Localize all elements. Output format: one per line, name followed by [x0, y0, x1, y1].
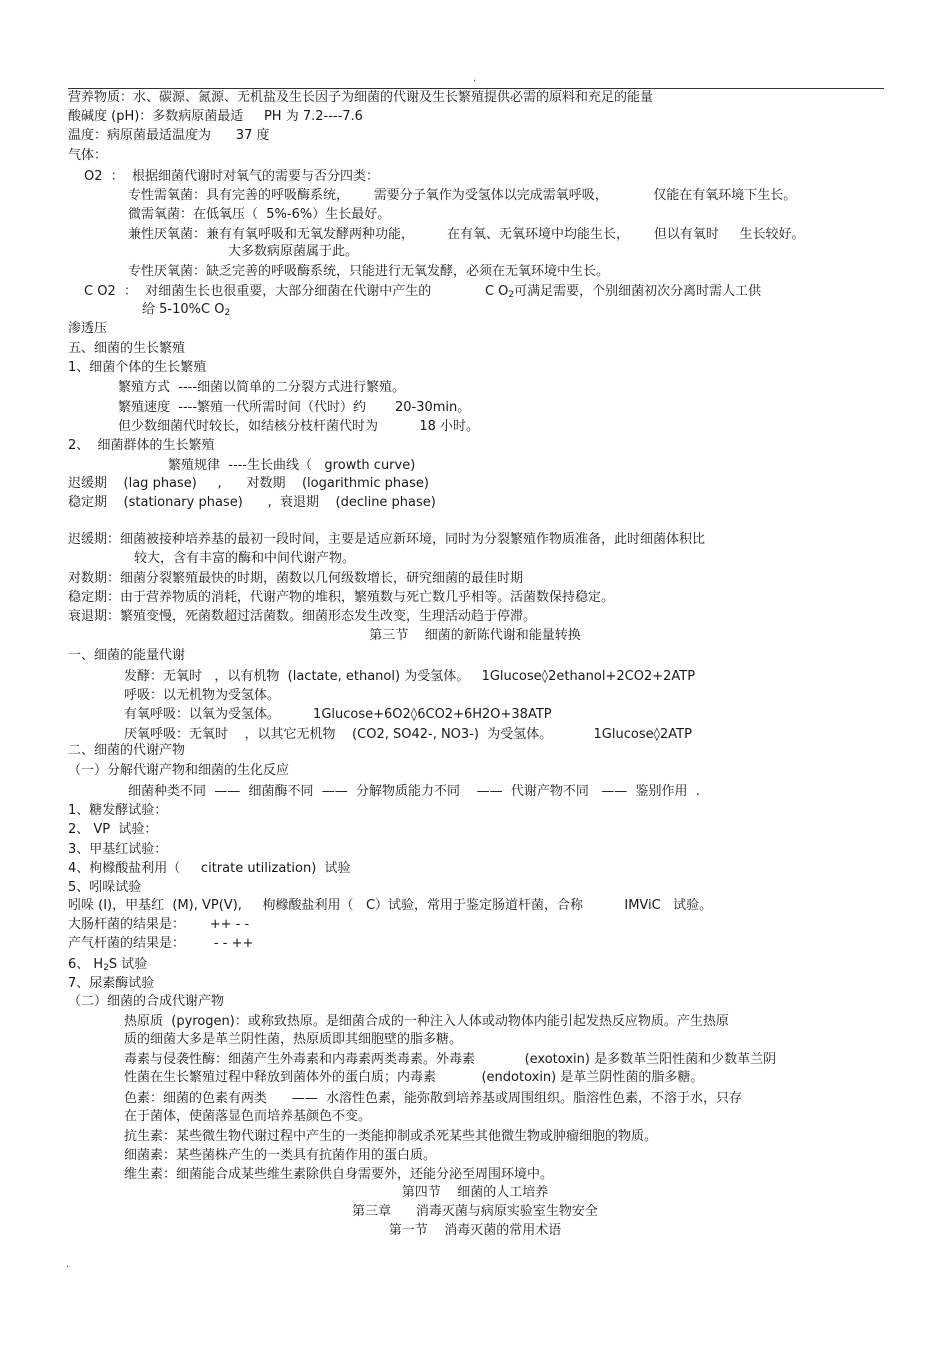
text-line: O2 ： 根据细菌代谢时对氧气的需要与否分四类：	[84, 169, 380, 184]
text-line: 繁殖规律 ----生长曲线（ growth curve)	[168, 458, 416, 473]
section-heading: 第四节 细菌的人工培养	[401, 1185, 549, 1200]
page-dot-top: .	[473, 73, 477, 84]
text-line: 渗透压	[68, 321, 108, 336]
text-line: （二）细菌的合成代谢产物	[68, 994, 225, 1009]
text-line: 细菌素：某些菌株产生的一类具有抗菌作用的蛋白质。	[124, 1148, 437, 1163]
text-line: C O2 ： 对细菌生长也很重要，大部分细菌在代谢中产生的 C $O_2$可满足需要，个别细菌初次分离时需人工供	[84, 284, 762, 300]
text-line: 在于菌体，使菌落显色而培养基颜色不变。	[124, 1109, 372, 1124]
text-line: 但少数细菌代时较长，如结核分枝杆菌代时为 18 小时。	[118, 419, 479, 434]
text-line: 二、细菌的代谢产物	[68, 743, 186, 758]
page-dot-bottom: .	[66, 1259, 70, 1270]
text-line: 温度：病原菌最适温度为 37 度	[68, 128, 270, 143]
text-line: 抗生素：某些微生物代谢过程中产生的一类能抑制或杀死某些其他微生物或肿瘤细胞的物质。	[124, 1129, 658, 1144]
text-line: 热原质 (pyrogen)：或称致热原。是细菌合成的一种注入人体或动物体内能引起发热反应物质。产生热原	[124, 1014, 729, 1029]
text-line: 繁殖方式 ----细菌以简单的二分裂方式进行繁殖。	[118, 380, 406, 395]
text-line: 营养物质：水、碳源、氮源、无机盐及生长因子为细菌的代谢及生长繁殖提供必需的原料和充足的能量	[68, 90, 654, 105]
text-line: 酸碱度 (pH)：多数病原菌最适 PH 为 7.2----7.6	[68, 109, 363, 124]
text-line: 2、 细菌群体的生长繁殖	[68, 438, 215, 453]
text-line: 微需氧菌：在低氧压（ 5%-6%）生长最好。	[128, 207, 391, 222]
text-line: 吲哚 (I)，甲基红 (M), VP(V), 枸橼酸盐利用（ C）试验，常用于鉴定肠道杆菌，合称 IMViC 试验。	[68, 898, 713, 913]
text-line: 质的细菌大多是革兰阴性菌，热原质即其细胞壁的脂多糖。	[124, 1032, 463, 1047]
text-line: 一、细菌的能量代谢	[68, 648, 186, 663]
text-line: 兼性厌氧菌：兼有有氧呼吸和无氧发酵两种功能， 在有氧、无氧环境中均能生长， 但以有氧时 生长较好。	[128, 227, 805, 242]
text-line: 6、 $H_2S$ 试验	[68, 957, 148, 973]
text-line: 给 5-10%C $O_2$	[142, 302, 231, 318]
text-line: 维生素：细菌能合成某些维生素除供自身需要外，还能分泌至周围环境中。	[124, 1167, 554, 1182]
chapter-heading: 第三章 消毒灭菌与病原实验室生物安全	[352, 1204, 598, 1219]
section-heading: 第三节 细菌的新陈代谢和能量转换	[369, 628, 581, 643]
text-line: 发酵：无氧时 ，以有机物 (lactate, ethanol) 为受氢体。 1Glucose◊2ethanol+2CO2+2ATP	[124, 669, 696, 684]
text-line: 气体：	[68, 148, 108, 163]
text-line: 稳定期 (stationary phase) , 衰退期 (decline phase)	[68, 495, 436, 510]
text-line: 专性厌氧菌：缺乏完善的呼吸酶系统，只能进行无氧发酵，必须在无氧环境中生长。	[128, 264, 610, 279]
text-line: 有氧呼吸：以氧为受氢体。 1Glucose+6O2◊6CO2+6H2O+38ATP	[124, 707, 552, 722]
text-line: 大多数病原菌属于此。	[228, 244, 359, 259]
text-line: 呼吸：以无机物为受氢体。	[124, 688, 281, 703]
text-line: 厌氧呼吸：无氧时 ，以其它无机物 (CO2, SO42-, NO3-) 为受氢体。 1Glucose◊2ATP	[124, 727, 692, 742]
text-line: （一）分解代谢产物和细菌的生化反应	[68, 763, 290, 778]
text-line: 1、糖发酵试验：	[68, 803, 168, 818]
text-line: 毒素与侵袭性酶：细菌产生外毒素和内毒素两类毒素。外毒素 (exotoxin) 是多数革兰阳性菌和少数革兰阴	[124, 1052, 777, 1067]
text-line: 细菌种类不同 —— 细菌酶不同 —— 分解物质能力不同 —— 代谢产物不同 —— 鉴别作用 .	[128, 784, 700, 799]
text-line: 产气杆菌的结果是： - - ++	[68, 936, 254, 951]
section-heading: 第一节 消毒灭菌的常用术语	[388, 1223, 562, 1238]
text-line: 衰退期：繁殖变慢，死菌数超过活菌数。细菌形态发生改变，生理活动趋于停滞。	[68, 609, 537, 624]
text-line: 1、细菌个体的生长繁殖	[68, 360, 207, 375]
text-line: 较大，含有丰富的酶和中间代谢产物。	[134, 551, 356, 566]
text-line: 4、枸橼酸盐利用（ citrate utilization) 试验	[68, 861, 351, 876]
text-line: 5、吲哚试验	[68, 880, 142, 895]
text-line: 专性需氧菌：具有完善的呼吸酶系统， 需要分子氧作为受氢体以完成需氧呼吸， 仅能在有氧环境下生长。	[128, 188, 797, 203]
text-line: 大肠杆菌的结果是： ++ - -	[68, 917, 250, 932]
section-heading: 五、细菌的生长繁殖	[68, 341, 186, 356]
text-line: 迟缓期：细菌被接种培养基的最初一段时间，主要是适应新环境，同时为分裂繁殖作物质准备，此时细菌体积比	[68, 532, 706, 547]
text-line: 3、甲基红试验：	[68, 842, 168, 857]
text-line: 色素：细菌的色素有两类 —— 水溶性色素，能弥散到培养基或周围组织。脂溶性色素，不溶于水，只存	[124, 1091, 743, 1106]
text-line: 稳定期：由于营养物质的消耗，代谢产物的堆积，繁殖数与死亡数几乎相等。活菌数保持稳定。	[68, 590, 615, 605]
text-line: 迟缓期 (lag phase) , 对数期 (logarithmic phase)	[68, 476, 429, 491]
text-line: 对数期：细菌分裂繁殖最快的时期，菌数以几何级数增长，研究细菌的最佳时期	[68, 571, 524, 586]
text-line: 2、 VP 试验：	[68, 822, 158, 837]
text-line: 性菌在生长繁殖过程中释放到菌体外的蛋白质；内毒素 (endotoxin) 是革兰阴性菌的脂多糖。	[124, 1070, 704, 1085]
text-line: 7、尿素酶试验	[68, 976, 155, 991]
text-line: 繁殖速度 ----繁殖一代所需时间（代时）约 20-30min。	[118, 400, 471, 415]
